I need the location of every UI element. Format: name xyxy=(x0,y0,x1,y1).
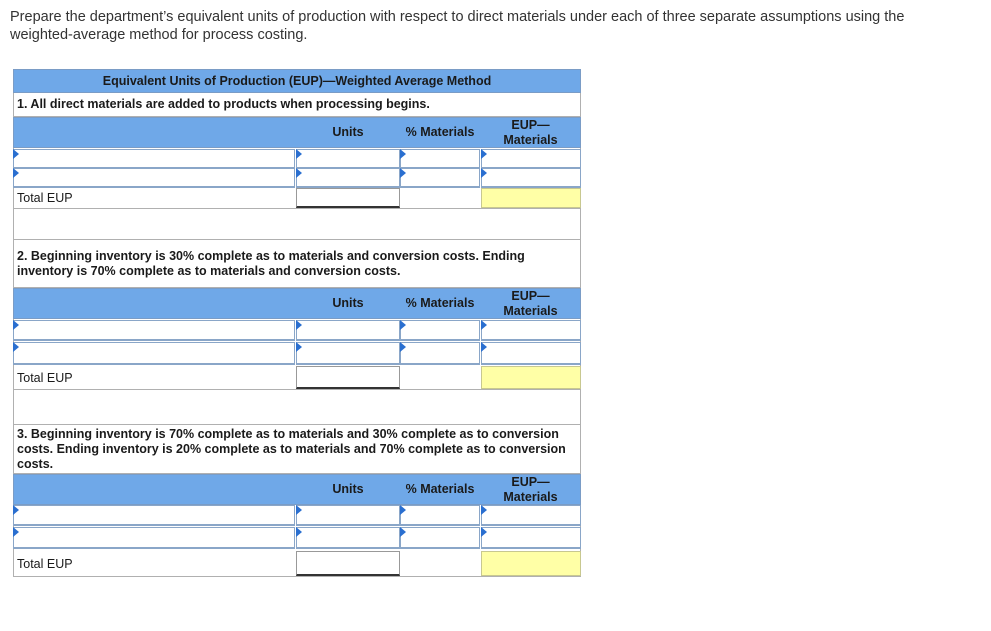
eup-line-1: EUP— xyxy=(511,117,550,132)
column-header-eup-materials xyxy=(480,117,581,148)
column-header-pct-materials: % Materials xyxy=(405,482,475,496)
s2-row2-pct-input[interactable] xyxy=(400,342,480,365)
s2-total-eup-cell[interactable] xyxy=(481,366,581,389)
column-header-eup-materials xyxy=(480,474,581,505)
s3-row1-eup-input[interactable] xyxy=(481,505,581,526)
divider xyxy=(13,239,581,240)
s1-row2-eup-input[interactable] xyxy=(481,168,581,188)
s3-total-label: Total EUP xyxy=(17,556,73,571)
eup-line-2: Materials xyxy=(503,132,558,147)
s2-row2-eup-input[interactable] xyxy=(481,342,581,365)
s3-row1-pct-input[interactable] xyxy=(400,505,480,526)
section-1-label: 1. All direct materials are added to products when processing begins. xyxy=(17,97,430,111)
s1-row2-label-input[interactable] xyxy=(13,168,295,188)
s2-row1-eup-input[interactable] xyxy=(481,320,581,341)
s3-total-eup-cell[interactable] xyxy=(481,551,581,576)
eup-line-2: Materials xyxy=(503,303,558,318)
table-title: Equivalent Units of Production (EUP)—Weighted Average Method xyxy=(13,69,581,93)
s2-row1-units-input[interactable] xyxy=(296,320,400,341)
eup-line-1: EUP— xyxy=(511,288,550,303)
s3-row1-label-input[interactable] xyxy=(13,505,295,526)
column-header-units: Units xyxy=(332,296,364,310)
s3-total-units-input[interactable] xyxy=(296,551,400,576)
s2-total-label: Total EUP xyxy=(17,370,73,385)
column-header-eup-materials xyxy=(480,288,581,319)
s1-row2-pct-input[interactable] xyxy=(400,168,480,188)
s2-row2-units-input[interactable] xyxy=(296,342,400,365)
s2-row2-label-input[interactable] xyxy=(13,342,295,365)
divider xyxy=(13,208,581,209)
s1-row2-units-input[interactable] xyxy=(296,168,400,188)
s2-row1-label-input[interactable] xyxy=(13,320,295,341)
s1-row1-pct-input[interactable] xyxy=(400,149,480,169)
s1-total-label: Total EUP xyxy=(17,191,73,205)
section-2-label: 2. Beginning inventory is 30% complete as to materials and conversion costs. Ending inventory is 70% complete as to materials and conversion costs. xyxy=(17,249,525,278)
s3-row1-units-input[interactable] xyxy=(296,505,400,526)
instructions-text: Prepare the department’s equivalent units of production with respect to direct materials under each of three separate assumptions using the weighted-average method for process costing. xyxy=(10,9,905,43)
s3-row2-label-input[interactable] xyxy=(13,527,295,549)
column-header-pct-materials: % Materials xyxy=(405,296,475,310)
column-header-units: Units xyxy=(332,125,364,139)
column-header-units: Units xyxy=(332,482,364,496)
eup-line-1: EUP— xyxy=(511,474,550,489)
divider xyxy=(13,389,581,390)
s3-row2-eup-input[interactable] xyxy=(481,527,581,549)
s2-total-units-input[interactable] xyxy=(296,366,400,389)
s3-row2-units-input[interactable] xyxy=(296,527,400,549)
column-header-pct-materials: % Materials xyxy=(405,125,475,139)
section-3-label: 3. Beginning inventory is 70% complete as to materials and 30% complete as to conversion costs. Ending inventory is 20% complete as to materials and 70% complete as to conversion costs. xyxy=(17,427,566,471)
s1-row1-eup-input[interactable] xyxy=(481,149,581,169)
s1-row1-label-input[interactable] xyxy=(13,149,295,169)
s1-total-units-input[interactable] xyxy=(296,188,400,208)
s3-row2-pct-input[interactable] xyxy=(400,527,480,549)
s1-row1-units-input[interactable] xyxy=(296,149,400,169)
divider xyxy=(13,424,581,425)
s1-total-eup-cell[interactable] xyxy=(481,188,581,208)
eup-line-2: Materials xyxy=(503,489,558,504)
s2-row1-pct-input[interactable] xyxy=(400,320,480,341)
